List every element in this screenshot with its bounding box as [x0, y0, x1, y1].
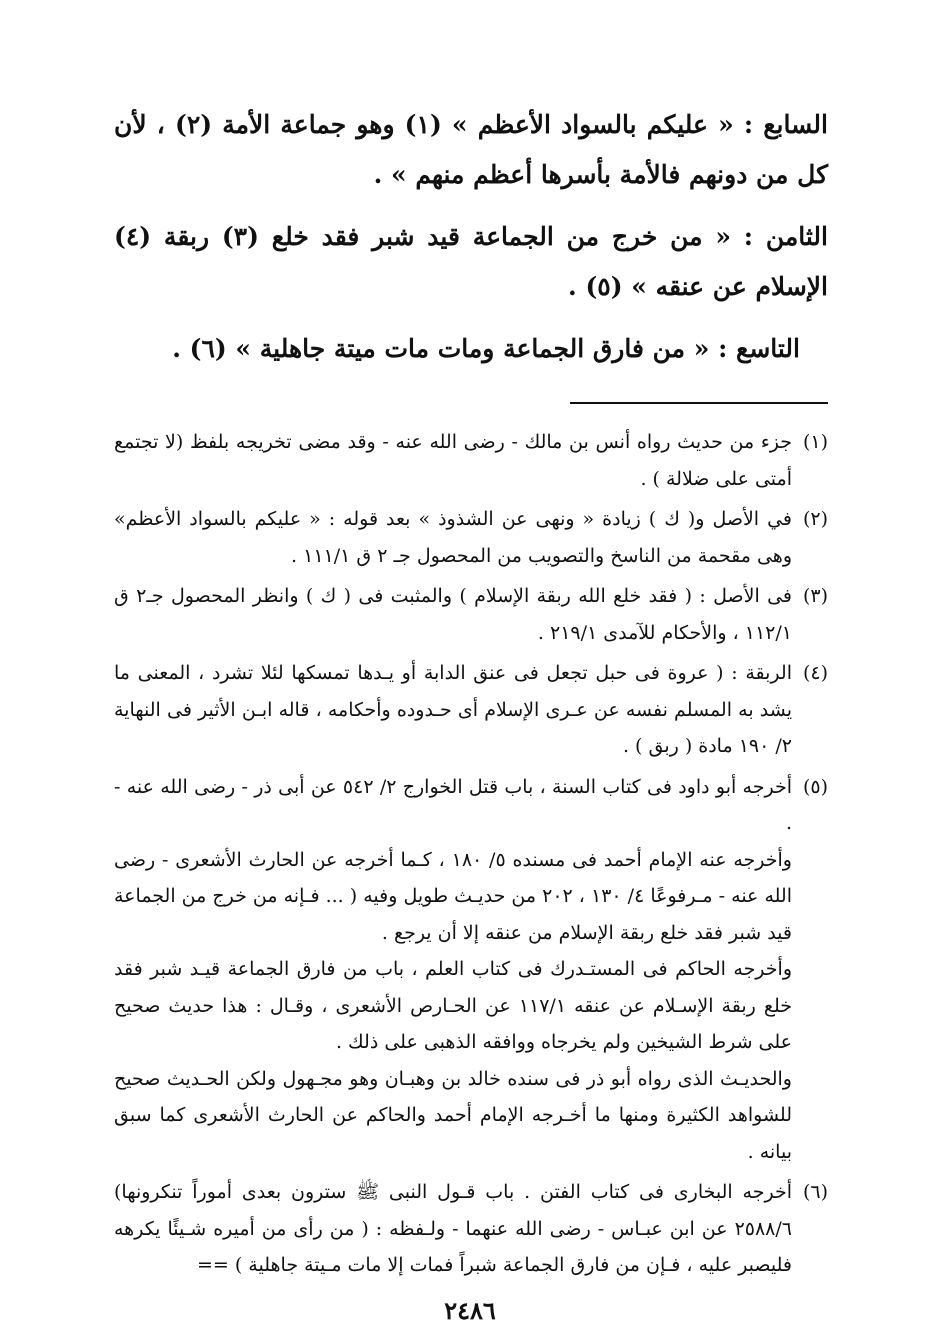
- footnote-number: (٤): [802, 662, 828, 684]
- footnote-body: [114, 655, 792, 765]
- footnote-5: [114, 769, 828, 1171]
- footnote-paragraph: وأخرجه الحاكم فى المستـدرك فى كتاب العلم ، باب من فارق الجماعة قيـد شبر فقد خلع ربقة الإسـلام عن عنقه ١١٧/١ عن الحـارص الأشعرى ، وقـال : هذا حديث صحيح على شرط الشيخين ولم يخرجاه ووافقه الذهبى على ذلك .: [114, 958, 793, 1053]
- footnote-6: [114, 1174, 828, 1284]
- page-number: ٢٤٨٦: [444, 1296, 496, 1325]
- footnote-3: [114, 578, 828, 651]
- paragraph-ninth: التاسع : « من فارق الجماعة ومات مات ميتة جاهلية » (٦) .: [172, 334, 800, 363]
- footnote-number: (٣): [802, 585, 828, 607]
- footnote-paragraph: أخرجه البخارى فى كتاب الفتن . باب قـول النبى ﷺ سترون بعدى أموراً تنكرونها) ٢٥٨٨/٦ عن ابن عبـاس - رضى الله عنهما - ولـفظه : ( من رأى من أميره شـيئًا يكرهه فليصبر عليه ، فـإن من فارق الجماعة شبراً فمات إلا مات مـيتة جاهلية ) ==: [114, 1181, 792, 1276]
- footnotes: [114, 424, 828, 1284]
- footnote-number: (٥): [802, 775, 828, 798]
- footnote-paragraph: الربقة : ( عروة فى حبل تجعل فى عنق الدابة أو يـدها تمسكها لئلا تشرد ، المعنى ما يشد به المسلم نفسه عن عـرى الإسلام أى حـدوده وأحكامه ، قاله ابـن الأثير فى النهاية ٢/ ١٩٠ مادة ( ربق ) .: [114, 662, 792, 757]
- paragraph-seventh: السابع : « عليكم بالسواد الأعظم » (١) وهو جماعة الأمة (٢) ، لأن كل من دونهم فالأمة بأسرها أعظم منهم » .: [114, 110, 828, 189]
- footnote-4: [114, 655, 828, 765]
- footnote-paragraph: جزء من حديث رواه أنس بن مالك - رضى الله عنه - وقد مضى تخريجه بلفظ (لا تجتمع أمتى على ضلالة ) .: [114, 431, 792, 490]
- footnote-paragraph: فى الأصل : ( فقد خلع الله ربقة الإسلام ) والمثبت فى ( ك ) وانظر المحصول جـ٢ ق ١١٢/١ ، والأحكام للآمدى ٢١٩/١ .: [114, 585, 792, 644]
- footnote-paragraph: والحديـث الذى رواه أبو ذر فى سنده خالد بن وهبـان وهو مجـهول ولكن الحـديث صحيح للشواهد الكثيرة ومنها ما أخـرجه الإمام أحمد والحاكم عن الحارث الأشعرى كما سبق بيانه .: [114, 1067, 792, 1163]
- footnote-number: (١): [802, 431, 828, 453]
- footnote-body: [114, 769, 792, 1171]
- footnote-body: [114, 1174, 792, 1284]
- footnote-number: (٦): [802, 1181, 828, 1203]
- footnote-2: [114, 501, 828, 574]
- footnote-paragraph: في الأصل و( ك ) زيادة « ونهى عن الشذوذ » بعد قوله : « عليكم بالسواد الأعظم» وهى مقحمة من الناسخ والتصويب من المحصول جـ ٢ ق ١١١/١ .: [114, 508, 792, 567]
- footnote-number: (٢): [802, 508, 828, 530]
- footnote-separator: [570, 402, 828, 404]
- footnote-paragraph: أخرجه أبو داود فى كتاب السنة ، باب قتل الخوارج ٢/ ٥٤٢ عن أبى ذر - رضى الله عنه - .: [114, 775, 792, 834]
- page-content: [114, 100, 828, 1288]
- paragraph-eighth: الثامن : « من خرج من الجماعة قيد شبر فقد خلع (٣) ربقة (٤) الإسلام عن عنقه » (٥) .: [114, 222, 828, 301]
- footnote-body: [114, 424, 792, 497]
- footnote-body: [114, 501, 792, 574]
- footnote-paragraph: وأخرجه عنه الإمام أحمد فى مسنده ٥/ ١٨٠ ، كـما أخرجه عن الحارث الأشعرى - رضى الله عنه - مـرفوعًا ٤/ ١٣٠ ، ٢٠٢ من حديـث طويل وفيه ( ... فـإنه من خرج من الجماعة قيد شبر فقد خلع ربقة الإسلام من عنقه إلا أن يرجع .: [114, 848, 792, 944]
- main-text: [114, 100, 828, 374]
- footnote-1: [114, 424, 828, 497]
- footnote-body: [114, 578, 792, 651]
